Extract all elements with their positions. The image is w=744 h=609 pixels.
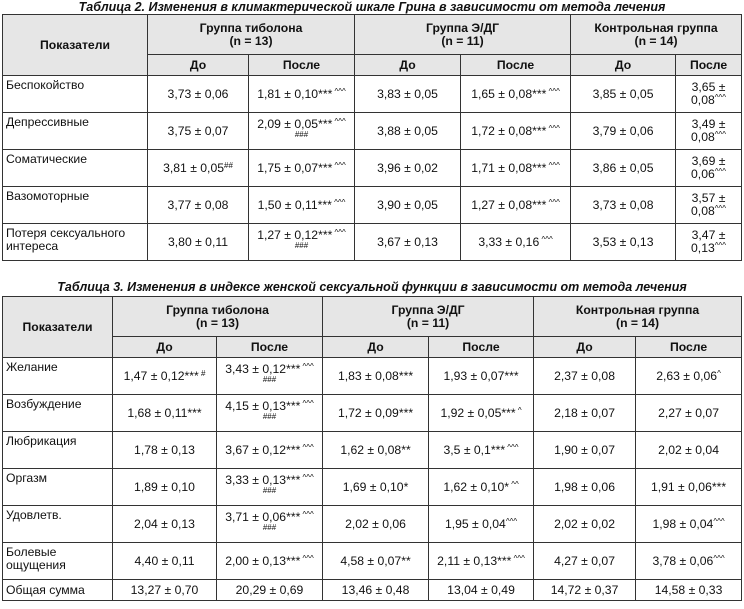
value-cell	[676, 150, 742, 187]
cell-significance: ^^^	[714, 241, 727, 250]
group-n: (n = 11)	[441, 33, 484, 48]
before-header: До	[534, 337, 636, 358]
cell-value: 2,63 ± 0,06	[656, 368, 718, 383]
indicator-header: Показатели	[3, 297, 113, 358]
cell-significance: ^	[717, 368, 721, 378]
cell-value: 3,67 ± 0,12***	[225, 442, 301, 457]
cell-significance: ^^^	[546, 86, 560, 96]
cell-significance: ^^^	[713, 553, 725, 563]
cell-value: 1,81 ± 0,10***	[257, 86, 333, 101]
cell-value: 3,96 ± 0,02	[377, 160, 438, 175]
before-header: До	[323, 337, 429, 358]
value-cell	[217, 580, 323, 601]
indicator-header: Показатели	[3, 15, 148, 76]
cell-value: 2,04 ± 0,13	[134, 516, 195, 531]
cell-value: 4,40 ± 0,11	[134, 553, 195, 568]
value-cell	[429, 580, 534, 601]
value-cell	[323, 358, 429, 395]
after-header: После	[217, 337, 323, 358]
value-cell	[355, 224, 461, 261]
cell-value: 1,47 ± 0,12***	[123, 368, 199, 383]
value-cell	[355, 76, 461, 113]
cell-value: 3,78 ± 0,06	[652, 553, 714, 568]
cell-value: 1,83 ± 0,08***	[337, 368, 414, 383]
cell-significance: ^^^	[714, 167, 727, 176]
value-cell	[323, 543, 429, 580]
cell-value: 3,33 ± 0,13***	[225, 473, 301, 487]
value-cell	[148, 113, 249, 150]
cell-value: 1,50 ± 0,11***	[257, 197, 332, 212]
value-cell	[461, 224, 571, 261]
cell-significance: ^^^ ###	[262, 399, 314, 421]
cell-value: 3,73 ± 0,06	[167, 86, 229, 101]
cell-value: 3,75 ± 0,07	[167, 123, 229, 138]
cell-significance: ^^^ ###	[294, 117, 346, 139]
value-cell	[323, 506, 429, 543]
value-cell	[534, 469, 636, 506]
value-cell	[323, 432, 429, 469]
value-cell	[217, 432, 323, 469]
value-cell	[217, 469, 323, 506]
cell-value: 3,85 ± 0,05	[592, 86, 654, 101]
value-cell	[355, 150, 461, 187]
cell-value: 2,02 ± 0,02	[554, 516, 615, 531]
after-header: После	[429, 337, 534, 358]
value-cell	[461, 76, 571, 113]
value-cell	[461, 187, 571, 224]
cell-value: 1,98 ± 0,06	[554, 479, 615, 494]
value-cell	[113, 395, 217, 432]
cell-value: 3,79 ± 0,06	[592, 123, 654, 138]
after-header: После	[461, 55, 571, 76]
table-row	[3, 224, 742, 261]
cell-value: 3,33 ± 0,16	[478, 234, 540, 249]
cell-value: 2,37 ± 0,08	[554, 368, 615, 383]
value-cell	[249, 187, 355, 224]
table-row	[3, 395, 742, 432]
after-header: После	[676, 55, 742, 76]
group-name: Группа Э/ДГ	[426, 20, 500, 35]
cell-value: 1,65 ± 0,08***	[471, 86, 547, 101]
value-cell	[676, 113, 742, 150]
before-header: До	[571, 55, 676, 76]
value-cell	[534, 543, 636, 580]
group-n: (n = 13)	[229, 33, 273, 48]
table-row	[3, 113, 742, 150]
cell-value: 1,71 ± 0,08***	[471, 160, 547, 175]
cell-value: 1,91 ± 0,06***	[650, 479, 727, 494]
cell-value: 3,88 ± 0,05	[377, 123, 438, 138]
group-name: Группа Э/ДГ	[391, 302, 465, 317]
value-cell	[571, 150, 676, 187]
cell-value: 3,43 ± 0,12***	[225, 362, 301, 376]
row-label: Желание	[3, 358, 113, 395]
value-cell	[429, 432, 534, 469]
cell-value: 13,46 ± 0,48	[341, 582, 410, 597]
group-header	[323, 297, 534, 337]
after-header: После	[636, 337, 742, 358]
value-cell	[636, 358, 742, 395]
cell-significance: ^^^ ###	[262, 473, 314, 495]
cell-significance: ^^^	[511, 553, 525, 563]
cell-significance: ^^^	[332, 86, 346, 96]
value-cell	[571, 113, 676, 150]
value-cell	[429, 543, 534, 580]
value-cell	[113, 506, 217, 543]
value-cell	[323, 469, 429, 506]
value-cell	[534, 432, 636, 469]
table-row	[3, 76, 742, 113]
table-row	[3, 358, 742, 395]
value-cell	[429, 506, 534, 543]
value-cell	[676, 76, 742, 113]
table-row	[3, 506, 742, 543]
before-header: До	[113, 337, 217, 358]
cell-value: 13,27 ± 0,70	[130, 582, 199, 597]
cell-value: 1,89 ± 0,10	[134, 479, 195, 494]
value-cell	[148, 150, 249, 187]
value-cell	[571, 224, 676, 261]
group-header	[148, 15, 355, 55]
cell-significance: ^^^	[546, 160, 560, 170]
value-cell	[636, 469, 742, 506]
value-cell	[461, 113, 571, 150]
table-row	[3, 469, 742, 506]
table-row	[3, 432, 742, 469]
value-cell	[323, 395, 429, 432]
group-header	[534, 297, 742, 337]
cell-value: 1,98 ± 0,04	[652, 516, 714, 531]
value-cell	[217, 506, 323, 543]
table3-caption: Таблица 3. Изменения в индексе женской сексуальной функции в зависимости от метода лечения	[57, 280, 687, 294]
value-cell	[148, 224, 249, 261]
cell-significance: ^^	[508, 479, 519, 489]
cell-value: 14,72 ± 0,37	[550, 582, 619, 597]
value-cell	[636, 580, 742, 601]
value-cell	[676, 187, 742, 224]
cell-significance: ^	[515, 405, 522, 415]
value-cell	[249, 76, 355, 113]
cell-value: 1,27 ± 0,12***	[257, 228, 333, 242]
group-name: Контрольная группа	[594, 20, 718, 35]
cell-value: 1,68 ± 0,11***	[127, 405, 202, 420]
value-cell	[249, 113, 355, 150]
value-cell	[355, 187, 461, 224]
row-label: Любрикация	[3, 432, 113, 469]
cell-value: 1,75 ± 0,07***	[257, 160, 333, 175]
cell-value: 1,69 ± 0,10*	[342, 479, 409, 494]
cell-significance: ^^^ ###	[262, 510, 314, 532]
group-n: (n = 13)	[196, 315, 240, 330]
cell-value: 3,77 ± 0,08	[167, 197, 229, 212]
cell-value: 3,65 ± 0,08	[691, 80, 726, 107]
group-name: Группа тиболона	[199, 20, 303, 35]
cell-value: 4,58 ± 0,07**	[340, 553, 411, 568]
cell-value: 1,62 ± 0,08**	[340, 442, 411, 457]
value-cell	[249, 150, 355, 187]
value-cell	[636, 543, 742, 580]
cell-value: 2,11 ± 0,13***	[437, 553, 512, 568]
group-n: (n = 14)	[634, 33, 678, 48]
row-label: Удовлетв.	[3, 506, 113, 543]
cell-significance: ^^^	[505, 516, 518, 526]
table2	[2, 14, 742, 261]
cell-value: 1,92 ± 0,05***	[440, 405, 516, 420]
value-cell	[429, 469, 534, 506]
value-cell	[323, 580, 429, 601]
row-label: Соматические	[3, 150, 148, 187]
group-header	[113, 297, 323, 337]
value-cell	[355, 113, 461, 150]
cell-value: 1,72 ± 0,08***	[471, 123, 547, 138]
value-cell	[534, 395, 636, 432]
cell-value: 1,90 ± 0,07	[554, 442, 615, 457]
cell-value: 3,83 ± 0,05	[377, 86, 438, 101]
row-label: Оргазм	[3, 469, 113, 506]
value-cell	[113, 432, 217, 469]
cell-value: 4,15 ± 0,13***	[225, 399, 301, 413]
row-label: Общая сумма	[3, 580, 113, 601]
before-header: До	[355, 55, 461, 76]
cell-value: 3,69 ± 0,06	[691, 154, 726, 181]
cell-significance: ^^^	[332, 160, 346, 170]
cell-value: 13,04 ± 0,49	[447, 582, 515, 597]
value-cell	[217, 358, 323, 395]
cell-value: 3,73 ± 0,08	[592, 197, 654, 212]
cell-value: 4,27 ± 0,07	[554, 553, 615, 568]
value-cell	[534, 358, 636, 395]
cell-significance: ^^^	[546, 123, 560, 133]
value-cell	[429, 395, 534, 432]
cell-value: 1,27 ± 0,08***	[471, 197, 547, 212]
cell-value: 2,02 ± 0,06	[345, 516, 406, 531]
value-cell	[461, 150, 571, 187]
value-cell	[113, 358, 217, 395]
cell-value: 3,53 ± 0,13	[592, 234, 654, 249]
subheader-row	[3, 337, 742, 358]
value-cell	[636, 395, 742, 432]
value-cell	[571, 187, 676, 224]
cell-value: 14,58 ± 0,33	[654, 582, 723, 597]
table-row	[3, 543, 742, 580]
cell-value: 1,72 ± 0,09***	[337, 405, 414, 420]
cell-value: 3,47 ± 0,13	[691, 228, 726, 255]
value-cell	[636, 506, 742, 543]
table-row	[3, 187, 742, 224]
cell-significance: #	[198, 368, 206, 378]
cell-value: 3,5 ± 0,1***	[443, 442, 506, 457]
value-cell	[676, 224, 742, 261]
value-cell	[113, 543, 217, 580]
row-label: Возбуждение	[3, 395, 113, 432]
cell-value: 2,09 ± 0,05***	[257, 117, 333, 131]
cell-value: 20,29 ± 0,69	[235, 582, 304, 597]
value-cell	[113, 469, 217, 506]
value-cell	[429, 358, 534, 395]
after-header: После	[249, 55, 355, 76]
before-header: До	[148, 55, 249, 76]
table3	[2, 296, 742, 601]
cell-value: 3,86 ± 0,05	[592, 160, 654, 175]
cell-value: 1,93 ± 0,07***	[443, 368, 519, 383]
cell-value: 3,71 ± 0,06***	[225, 510, 301, 524]
cell-significance: ^^^	[331, 197, 346, 207]
table2-caption: Таблица 2. Изменения в климактерической шкале Грина в зависимости от метода лечения	[78, 0, 666, 14]
cell-significance: ^^^	[546, 197, 560, 207]
cell-significance: ^^^	[714, 204, 727, 213]
table-row	[3, 580, 742, 601]
group-header	[571, 15, 742, 55]
table-row	[3, 150, 742, 187]
cell-value: 3,90 ± 0,05	[377, 197, 438, 212]
cell-value: 2,00 ± 0,13***	[225, 553, 301, 568]
row-label: Болевые ощущения	[3, 543, 113, 580]
cell-value: 3,57 ± 0,08	[691, 191, 726, 218]
row-label: Потеря сексуального интереса	[3, 224, 148, 261]
cell-significance: ^^^	[505, 442, 519, 452]
value-cell	[148, 76, 249, 113]
cell-value: 2,02 ± 0,04	[658, 442, 719, 457]
cell-significance: ^^^	[300, 553, 314, 563]
value-cell	[249, 224, 355, 261]
header-row	[3, 297, 742, 337]
cell-value: 3,67 ± 0,13	[377, 234, 438, 249]
row-label: Вазомоторные	[3, 187, 148, 224]
cell-significance: ^^^ ###	[262, 362, 314, 384]
value-cell	[636, 432, 742, 469]
cell-value: 3,81 ± 0,05	[163, 160, 224, 175]
cell-significance: ^^^ ###	[294, 228, 346, 250]
header-row	[3, 15, 742, 55]
cell-value: 2,18 ± 0,07	[554, 405, 615, 420]
cell-value: 1,78 ± 0,13	[134, 442, 195, 457]
cell-value: 1,62 ± 0,10*	[443, 479, 509, 494]
row-label: Депрессивные	[3, 113, 148, 150]
cell-significance: ^^^	[539, 234, 553, 244]
row-label: Беспокойство	[3, 76, 148, 113]
group-name: Контрольная группа	[575, 302, 700, 317]
cell-value: 1,95 ± 0,04	[444, 516, 506, 531]
cell-value: 3,49 ± 0,08	[691, 117, 726, 144]
cell-value: 3,80 ± 0,11	[168, 234, 228, 249]
value-cell	[571, 76, 676, 113]
cell-significance: ^^^	[713, 516, 725, 526]
value-cell	[217, 543, 323, 580]
group-header	[355, 15, 571, 55]
value-cell	[113, 580, 217, 601]
value-cell	[217, 395, 323, 432]
group-n: (n = 14)	[616, 315, 660, 330]
cell-significance: ^^^	[714, 130, 727, 139]
value-cell	[534, 506, 636, 543]
value-cell	[534, 580, 636, 601]
cell-significance: ##	[224, 160, 233, 170]
cell-value: 2,27 ± 0,07	[658, 405, 719, 420]
group-name: Группа тиболона	[166, 302, 269, 317]
value-cell	[148, 187, 249, 224]
cell-significance: ^^^	[300, 442, 314, 452]
group-n: (n = 11)	[406, 315, 450, 330]
cell-significance: ^^^	[714, 93, 727, 102]
